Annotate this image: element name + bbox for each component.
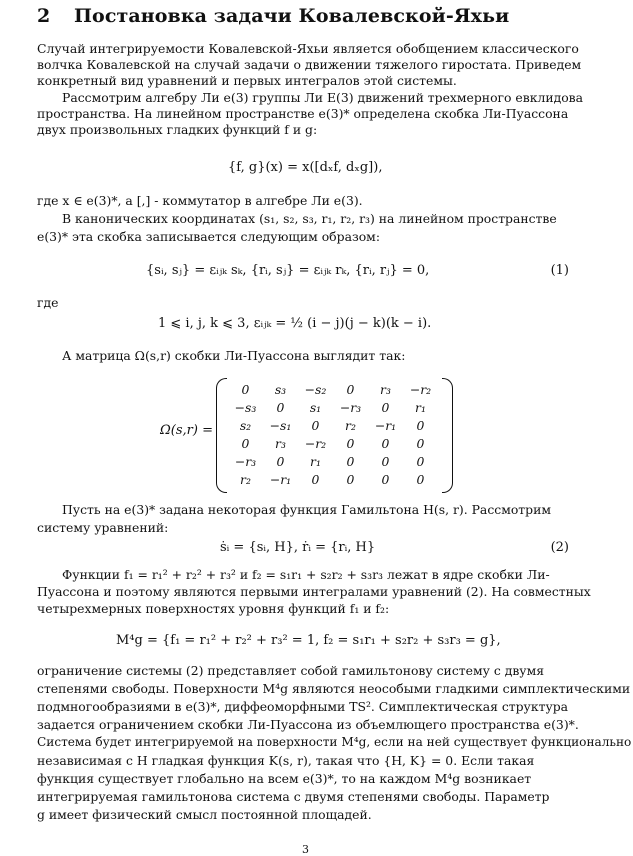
matrix-cell: s₂	[239, 417, 252, 433]
matrix-cell: 0	[276, 399, 285, 415]
matrix-row	[228, 470, 438, 488]
text-line: независимая с H гладкая функция K(s, r), такая что {H, K} = 0. Если такая	[37, 753, 535, 768]
right-bracket	[442, 378, 453, 493]
matrix-label: Ω(s,r) =	[160, 423, 213, 438]
matrix-cell: 0	[311, 417, 320, 433]
matrix-cell: −r₁	[374, 417, 397, 433]
matrix-cell: −r₃	[234, 453, 257, 469]
text-line: где	[37, 295, 59, 310]
matrix-cell: 0	[416, 417, 425, 433]
matrix-row	[228, 452, 438, 470]
text-line: интегрируемая гамильтонова система с двумя степенями свободы. Параметр	[37, 789, 550, 804]
matrix-cell: −s₃	[234, 399, 257, 415]
matrix-cell: 0	[311, 471, 320, 487]
text-line: А матрица Ω(s,r) скобки Ли-Пуассона выглядит так:	[62, 348, 406, 363]
text-line: пространства. На линейном пространстве e(3)* определена скобка Ли-Пуассона	[37, 106, 569, 121]
matrix-row	[228, 380, 438, 398]
equation-1: {sᵢ, sⱼ} = εᵢⱼₖ sₖ, {rᵢ, sⱼ} = εᵢⱼₖ rₖ, {rᵢ, rⱼ} = 0,	[146, 263, 430, 278]
equation-number: (2)	[550, 540, 569, 555]
equation-number: (1)	[550, 263, 569, 278]
text-line: e(3)* эта скобка записывается следующим образом:	[37, 229, 380, 244]
matrix-cell: r₂	[240, 471, 251, 487]
equation-epsilon: 1 ⩽ i, j, k ⩽ 3, εᵢⱼₖ = ½ (i − j)(j − k)(k − i).	[158, 316, 432, 331]
matrix-cell: r₃	[380, 381, 391, 397]
section-number: 2	[37, 5, 51, 27]
matrix-cell: s₃	[274, 381, 287, 397]
text-line: Рассмотрим алгебру Ли e(3) группы Ли E(3) движений трехмерного евклидова	[62, 90, 584, 105]
text-line: систему уравнений:	[37, 520, 169, 535]
matrix-row	[228, 434, 438, 452]
matrix-cell: −r₃	[339, 399, 362, 415]
matrix-row	[228, 416, 438, 434]
matrix-table	[228, 380, 438, 488]
equation-2: ṡᵢ = {sᵢ, H}, ṙᵢ = {rᵢ, H}	[220, 540, 376, 555]
text-line: где x ∈ e(3)*, а [,] - коммутатор в алгебре Ли e(3).	[37, 193, 363, 208]
text-line: степенями свободы. Поверхности M⁴g являются неособыми гладкими симплектическими	[37, 681, 631, 696]
matrix-cell: 0	[276, 453, 285, 469]
matrix-cell: 0	[346, 381, 355, 397]
left-bracket	[216, 378, 227, 493]
text-line: В канонических координатах (s₁, s₂, s₃, r₁, r₂, r₃) на линейном пространстве	[62, 211, 557, 226]
matrix-cell: −r₂	[304, 435, 327, 451]
text-line: Пуассона и поэтому являются первыми интегралами уравнений (2). На совместных	[37, 584, 591, 599]
matrix-cell: r₃	[275, 435, 286, 451]
matrix-cell: 0	[416, 435, 425, 451]
text-line: Функции f₁ = r₁² + r₂² + r₃² и f₂ = s₁r₁ + s₂r₂ + s₃r₃ лежат в ядре скобки Ли-	[62, 567, 550, 582]
matrix-cell: −r₁	[269, 471, 292, 487]
section-title: Постановка задачи Ковалевской-Яхьи	[74, 5, 510, 27]
text-line: волчка Ковалевской на случай задачи о движении тяжелого гиростата. Приведем	[37, 57, 582, 72]
text-line: четырехмерных поверхностях уровня функций f₁ и f₂:	[37, 601, 390, 616]
matrix-cell: 0	[346, 471, 355, 487]
matrix-cell: −s₂	[304, 381, 327, 397]
matrix-cell: 0	[416, 471, 425, 487]
matrix-cell: 0	[416, 453, 425, 469]
equation-bracket: {f, g}(x) = x([dₓf, dₓg]),	[228, 160, 383, 175]
matrix-cell: s₁	[309, 399, 322, 415]
text-line: функция существует глобально на всем e(3)*, то на каждом M⁴g возникает	[37, 771, 532, 786]
matrix-cell: r₁	[415, 399, 426, 415]
matrix-cell: 0	[381, 399, 390, 415]
matrix-cell: 0	[381, 453, 390, 469]
poisson-matrix	[160, 378, 460, 494]
text-line: конкретный вид уравнений и первых интегралов этой системы.	[37, 73, 457, 88]
matrix-row	[228, 398, 438, 416]
text-line: Случай интегрируемости Ковалевской-Яхьи является обобщением классического	[37, 41, 579, 56]
text-line: Система будет интегрируемой на поверхности M⁴g, если на ней существует функционально	[37, 735, 632, 749]
text-line: ограничение системы (2) представляет собой гамильтонову систему с двумя	[37, 663, 545, 678]
matrix-cell: 0	[381, 435, 390, 451]
text-line: двух произвольных гладких функций f и g:	[37, 122, 318, 137]
matrix-cell: 0	[241, 435, 250, 451]
matrix-cell: 0	[346, 453, 355, 469]
page-number: 3	[302, 843, 309, 856]
matrix-cell: −r₂	[409, 381, 432, 397]
text-line: задается ограничением скобки Ли-Пуассона из объемлющего пространства e(3)*.	[37, 717, 579, 732]
equation-level-surface: M⁴g = {f₁ = r₁² + r₂² + r₃² = 1, f₂ = s₁r₁ + s₂r₂ + s₃r₃ = g},	[116, 633, 501, 648]
matrix-cell: r₂	[345, 417, 356, 433]
matrix-cell: 0	[241, 381, 250, 397]
section-heading	[37, 5, 509, 27]
text-line: g имеет физический смысл постоянной площадей.	[37, 807, 372, 822]
text-line: Пусть на e(3)* задана некоторая функция Гамильтона H(s, r). Рассмотрим	[62, 502, 551, 517]
matrix-cell: 0	[381, 471, 390, 487]
matrix-cell: r₁	[310, 453, 321, 469]
matrix-cell: 0	[346, 435, 355, 451]
matrix-cell: −s₁	[269, 417, 292, 433]
text-line: подмногообразиями в e(3)*, диффеоморфными TS². Симплектическая структура	[37, 699, 569, 714]
